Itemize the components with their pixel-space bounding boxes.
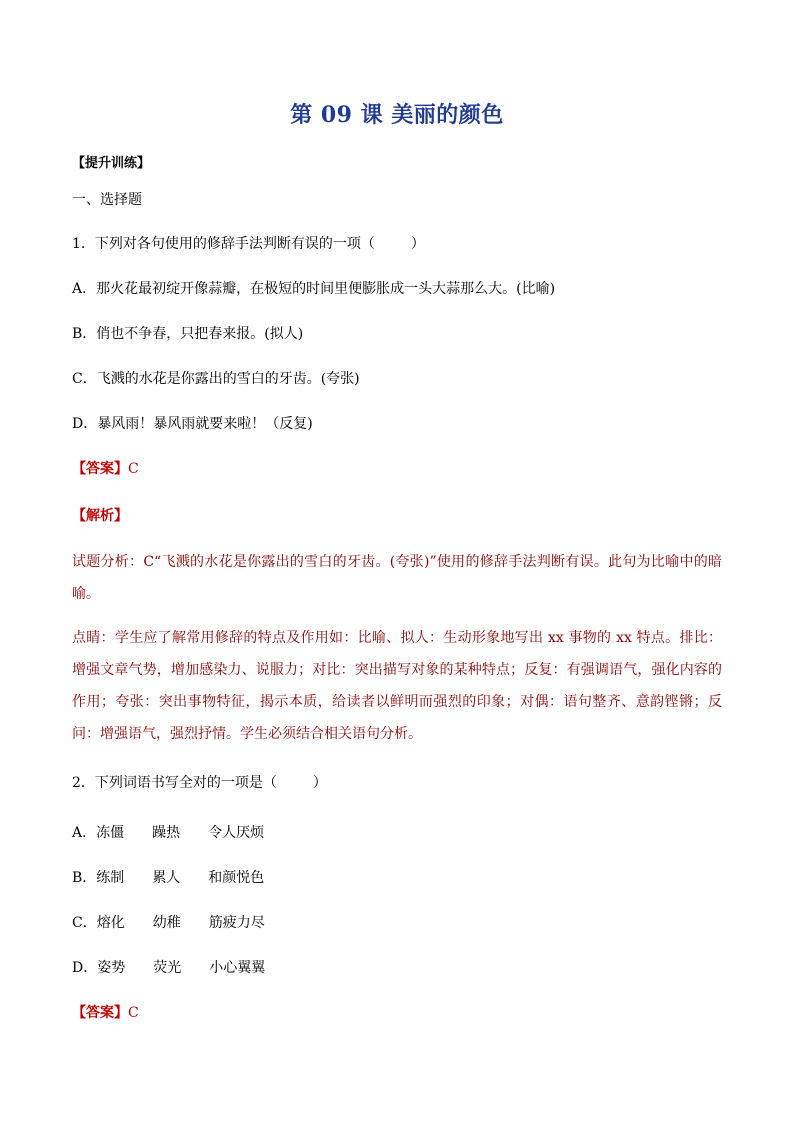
option-word: D．姿势 — [72, 960, 126, 976]
option-word: B．练制 — [72, 870, 125, 886]
question-1-analysis-label — [72, 506, 128, 526]
question-1-analysis-paragraph-1: 试题分析：C“飞溅的水花是你露出的雪白的牙齿。(夸张)”使用的修辞手法判断有误。此句为比喻中的暗喻。 — [72, 554, 722, 602]
option-word: 和颜悦色 — [208, 870, 265, 886]
option-word: 躁热 — [152, 825, 181, 841]
option-word: 累人 — [152, 870, 181, 886]
question-1-option-d: D．暴风雨！暴风雨就要来啦！（反复) — [72, 416, 313, 432]
question-2-option-d — [72, 958, 265, 978]
question-2-option-a — [72, 823, 264, 843]
option-word: C．熔化 — [72, 915, 125, 931]
section-heading: 一、选择题 — [72, 192, 142, 208]
answer-value: C — [128, 461, 139, 477]
question-1-option-b: B．俏也不争春，只把春来报。(拟人) — [72, 326, 304, 342]
section-tag: 【提升训练】 — [72, 156, 151, 171]
option-word: 小心翼翼 — [209, 960, 266, 976]
option-word: 荧光 — [153, 960, 182, 976]
question-2-answer — [72, 1003, 139, 1023]
question-stem-text: 2．下列词语书写全对的一项是（ — [72, 775, 277, 791]
option-word: A．冻僵 — [72, 825, 125, 841]
option-word: 令人厌烦 — [208, 825, 265, 841]
question-2-option-c — [72, 913, 265, 933]
question-stem-text: 1．下列对各句使用的修辞手法判断有误的一项（ — [72, 236, 375, 252]
answer-label: 【答案】 — [72, 1005, 128, 1021]
question-1-stem — [72, 234, 425, 254]
analysis-label: 【解析】 — [72, 508, 128, 524]
question-stem-close: ） — [410, 236, 425, 252]
question-1-answer — [72, 459, 139, 479]
answer-label: 【答案】 — [72, 461, 128, 477]
question-1-option-a: A．那火花最初绽开像蒜瓣，在极短的时间里便膨胀成一头大蒜那么大。(比喻) — [72, 281, 556, 297]
option-word: 幼稚 — [152, 915, 181, 931]
question-1-option-c: C．飞溅的水花是你露出的雪白的牙齿。(夸张) — [72, 371, 360, 387]
question-2-stem — [72, 773, 327, 793]
question-2-option-b — [72, 868, 264, 888]
answer-value: C — [128, 1005, 139, 1021]
option-word: 筋疲力尽 — [208, 915, 265, 931]
page-title: 第 09 课 美丽的颜色 — [290, 102, 504, 128]
question-stem-close: ） — [312, 775, 327, 791]
question-1-analysis-paragraph-2: 点睛：学生应了解常用修辞的特点及作用如：比喻、拟人：生动形象地写出 xx 事物的 xx 特点。排比：增强文章气势，增加感染力、说服力；对比：突出描写对象的某种特点；反复：有强调语气，强化内容的作用；夸张：突出事物特征，揭示本质，给读者以鲜明而强烈的印象；对偶：语句整齐、意韵铿锵；反问：增强语气，强烈抒情。学生必须结合相关语句分析。 — [72, 630, 722, 742]
